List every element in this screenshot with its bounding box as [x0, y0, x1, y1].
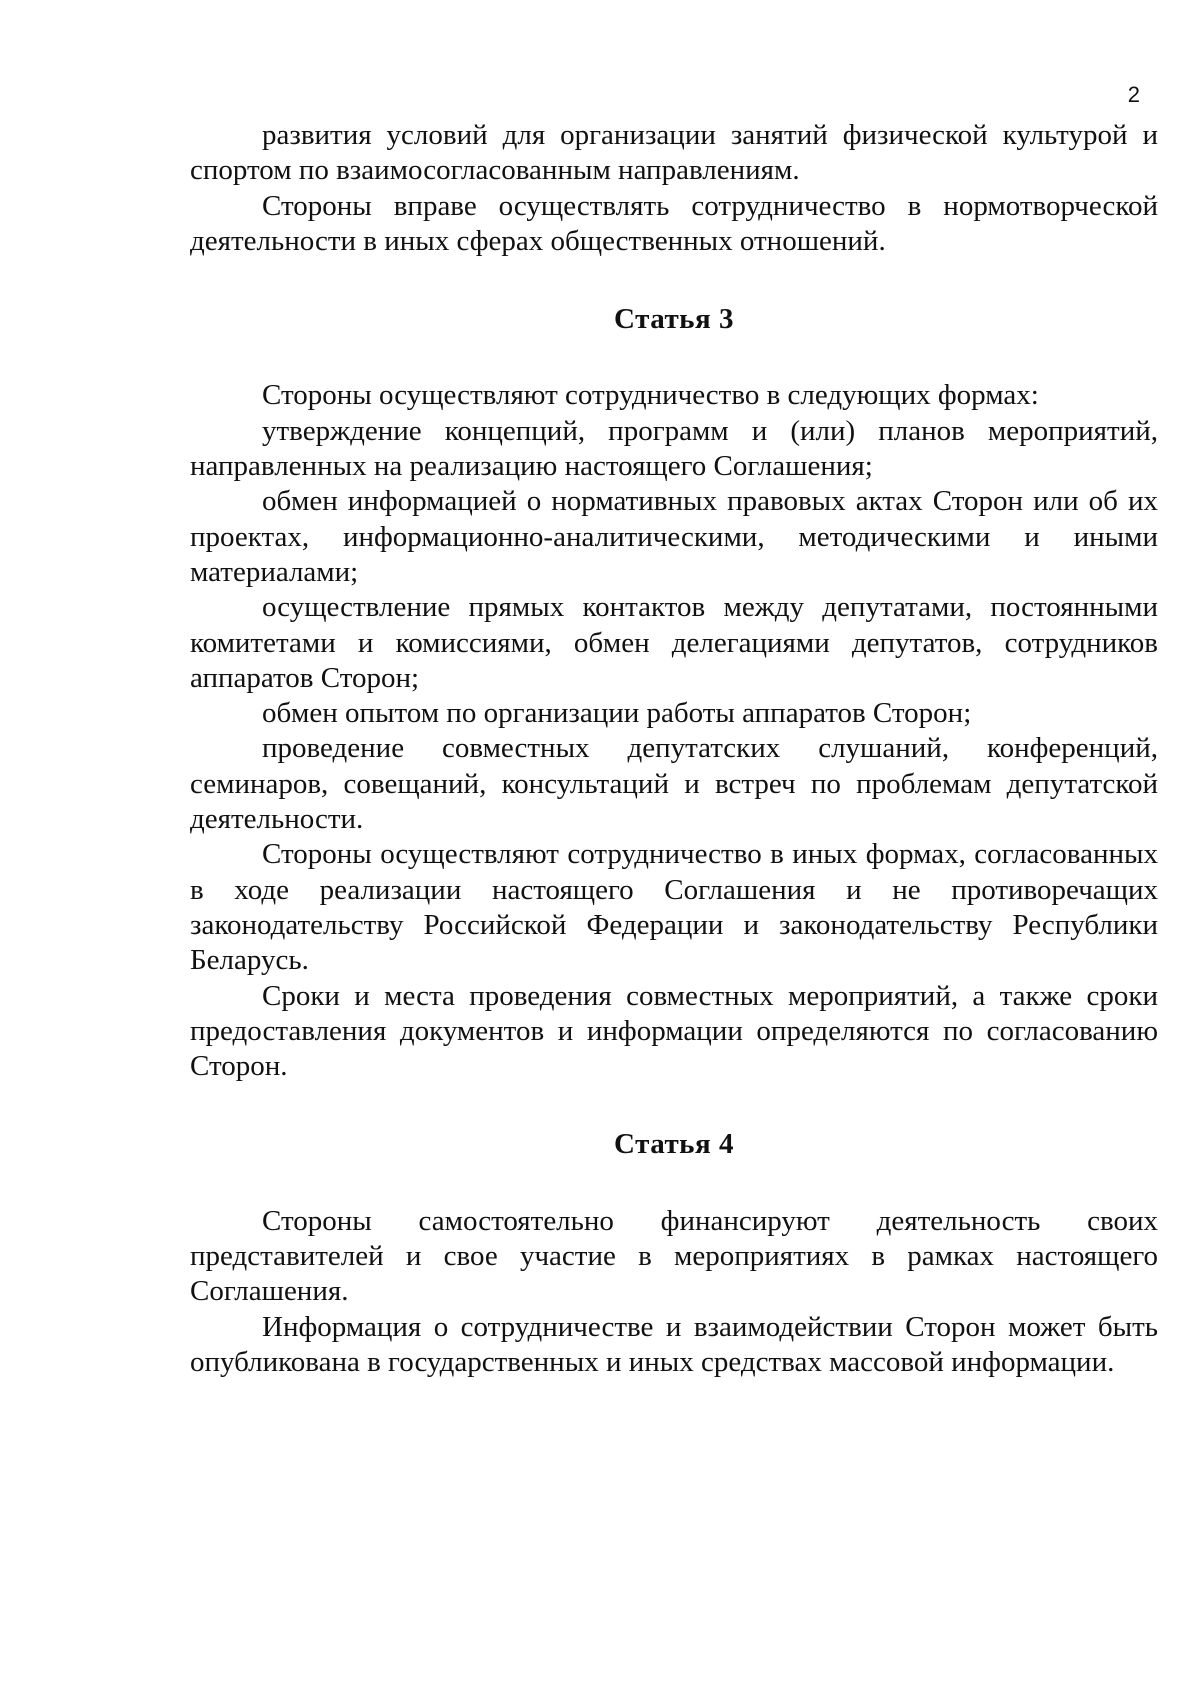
article-4-heading: Статья 4 [614, 1128, 734, 1161]
page-number: 2 [1127, 82, 1140, 107]
article-3-section [190, 378, 1158, 1084]
article-3-heading: Статья 3 [614, 303, 734, 336]
document-body [190, 118, 1158, 1380]
paragraph: Информация о сотрудничестве и взаимодействии Сторон может быть опубликована в государственных и иных средствах массовой информации. [190, 1310, 1158, 1378]
paragraph: осуществление прямых контактов между депутатами, постоянными комитетами и комиссиями, обмен делегациями депутатов, сотрудников аппаратов Сторон; [190, 591, 1158, 694]
paragraph: Стороны вправе осуществлять сотрудничество в нормотворческой деятельности в иных сферах общественных отношений. [190, 189, 1158, 257]
paragraph: Стороны осуществляют сотрудничество в следующих формах: [262, 379, 1039, 412]
continued-paragraph: развития условий для организации занятий физической культурой и спортом по взаимосогласованным направлениям. [190, 119, 1158, 187]
paragraph: Сроки и места проведения совместных мероприятий, а также сроки предоставления документов и информации определяются по согласованию Сторон. [190, 979, 1158, 1083]
article-4-section [190, 1204, 1158, 1380]
paragraph: проведение совместных депутатских слушаний, конференций, семинаров, совещаний, консультаций и встреч по проблемам депутатской деятельности. [190, 732, 1158, 836]
paragraph: утверждение концепций, программ и (или) планов мероприятий, направленных на реализацию настоящего Соглашения; [190, 414, 1158, 483]
paragraph: обмен опытом по организации работы аппаратов Сторон; [262, 697, 972, 730]
paragraph: Стороны самостоятельно финансируют деятельность своих представителей и свое участие в мероприятиях в рамках настоящего Соглашения. [190, 1204, 1158, 1308]
paragraph: обмен информацией о нормативных правовых актах Сторон или об их проектах, информационно-аналитическими, методическими и иными материалами; [190, 485, 1158, 588]
paragraph: Стороны осуществляют сотрудничество в иных формах, согласованных в ходе реализации настоящего Соглашения и не противоречащих законодательству Российской Федерации и законодательству Республики Беларусь. [190, 838, 1158, 977]
